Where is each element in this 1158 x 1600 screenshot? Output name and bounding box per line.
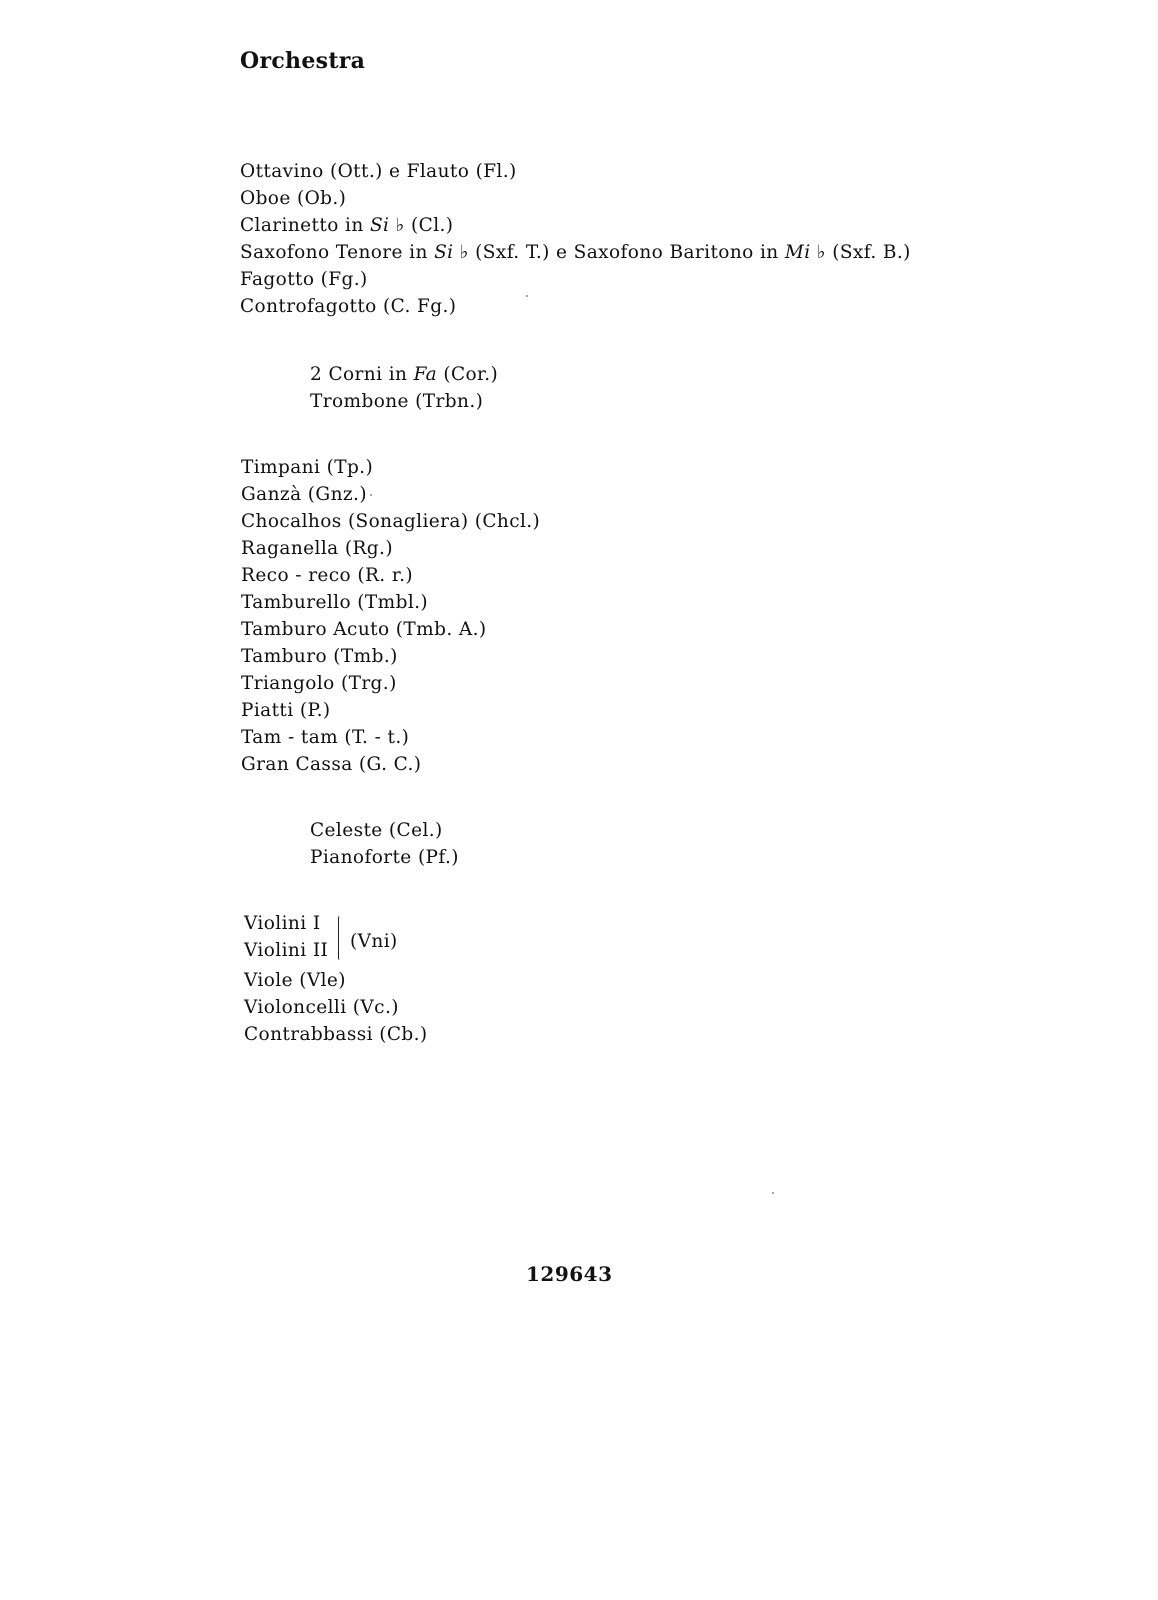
- instrument-label: Trombone (Trbn.): [310, 391, 484, 412]
- list-item: Gran Cassa (G. C.): [241, 754, 422, 775]
- instrument-label: Oboe (Ob.): [240, 188, 347, 209]
- instrument-label: Controfagotto (C. Fg.): [240, 296, 457, 317]
- key-name: Si: [369, 215, 390, 236]
- key-name: Fa: [413, 364, 438, 385]
- keyboards-list: [310, 817, 459, 871]
- instrument-controfagotto: [240, 293, 911, 320]
- list-item: Contrabbassi (Cb.): [244, 1024, 428, 1045]
- brass-list: [310, 361, 498, 415]
- instrument-abbr: (Cor.): [437, 364, 499, 385]
- page-number: 129643: [526, 1262, 613, 1286]
- list-item: Reco - reco (R. r.): [241, 565, 413, 586]
- scan-speck: [370, 494, 372, 496]
- list-item: Tamburo (Tmb.): [241, 646, 398, 667]
- list-item: Tamburello (Tmbl.): [241, 592, 429, 613]
- violins-abbr: (Vni): [350, 931, 398, 952]
- instrument-label: Clarinetto in: [240, 215, 370, 236]
- scan-speck: [526, 295, 528, 297]
- instrument-corni: [310, 361, 498, 388]
- violini-second: Violini II: [244, 940, 329, 961]
- list-item: Tamburo Acuto (Tmb. A.): [241, 619, 487, 640]
- instrument-abbr: ♭ (Cl.): [389, 215, 454, 236]
- instrument-oboe: [240, 185, 911, 212]
- list-item: Timpani (Tp.): [241, 457, 374, 478]
- list-item: Celeste (Cel.): [310, 820, 443, 841]
- instrument-ottavino-flauto: [240, 158, 911, 185]
- key-name: Si: [434, 242, 454, 263]
- instrument-trombone: [310, 388, 498, 415]
- page-title: Orchestra: [240, 48, 366, 74]
- instrument-fagotto: [240, 266, 911, 293]
- list-item: Triangolo (Trg.): [241, 673, 397, 694]
- instrument-label: Saxofono Tenore in: [240, 242, 435, 263]
- instrument-label: ♭ (Sxf. T.) e Saxofono Baritono in: [453, 242, 785, 263]
- list-item: Viole (Vle): [244, 970, 346, 991]
- percussion-list: [241, 454, 540, 778]
- list-item: Violoncelli (Vc.): [244, 997, 399, 1018]
- instrument-label: 2 Corni in: [310, 364, 414, 385]
- instrument-label: Ottavino (Ott.) e Flauto (Fl.): [240, 161, 517, 182]
- instrument-label: Fagotto (Fg.): [240, 269, 368, 290]
- instrument-abbr: ♭ (Sxf. B.): [810, 242, 911, 263]
- scan-speck: [772, 1192, 774, 1194]
- list-item: Ganzà (Gnz.): [241, 484, 367, 505]
- violins-group: [244, 910, 398, 964]
- list-item: Chocalhos (Sonagliera) (Chcl.): [241, 511, 541, 532]
- instrument-saxofoni: [240, 239, 911, 266]
- violini-first: Violini I: [244, 913, 321, 934]
- list-item: Piatti (P.): [241, 700, 331, 721]
- instrument-clarinetto: [240, 212, 911, 239]
- list-item: Raganella (Rg.): [241, 538, 393, 559]
- strings-list: [244, 967, 428, 1048]
- key-name: Mi: [784, 242, 811, 263]
- list-item: Tam - tam (T. - t.): [241, 727, 410, 748]
- woodwinds-list: [240, 158, 911, 320]
- list-item: Pianoforte (Pf.): [310, 847, 459, 868]
- brace-icon: [338, 916, 347, 960]
